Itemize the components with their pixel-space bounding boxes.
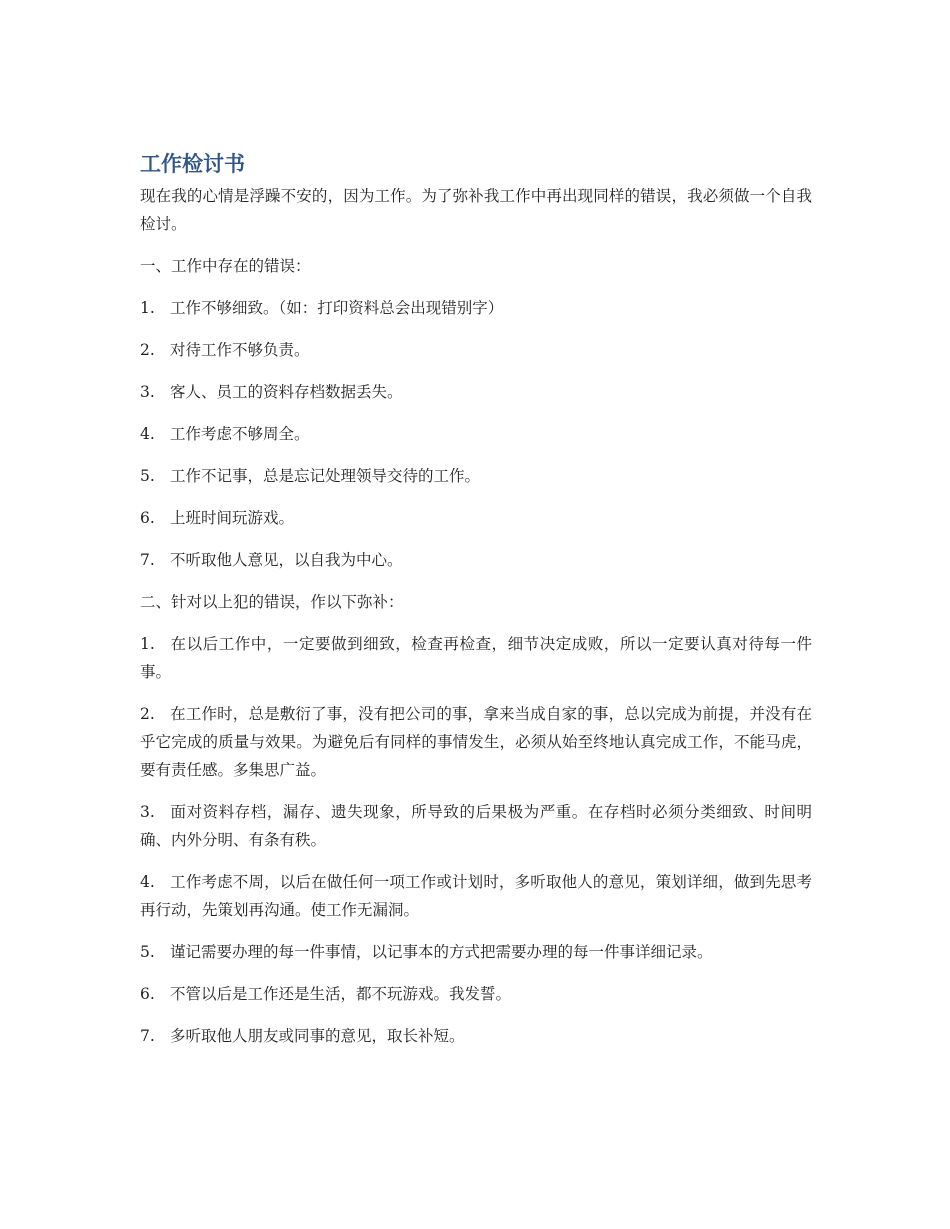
list-item [140,980,812,1008]
list-item-text: 不管以后是工作还是生活，都不玩游戏。我发誓。 [170,985,512,1003]
list-item-text: 工作不记事，总是忘记处理领导交待的工作。 [170,467,481,485]
list-item-number: 4. [140,425,155,443]
list-item [140,1022,812,1050]
list-item-text: 对待工作不够负责。 [170,341,310,359]
list-item-text: 工作不够细致。（如：打印资料总会出现错别字） [170,299,504,317]
section2-heading: 二、针对以上犯的错误，作以下弥补： [140,593,404,611]
list-item-number: 6. [140,985,155,1003]
list-item-text: 在以后工作中，一定要做到细致，检查再检查，细节决定成败，所以一定要认真对待每一件事。 [140,635,812,681]
list-item-number: 2. [140,341,155,359]
list-item-number: 1. [140,635,155,653]
list-item-number: 7. [140,1027,155,1045]
list-item-number: 2. [140,705,155,723]
list-item-text: 客人、员工的资料存档数据丢失。 [170,383,403,401]
intro-paragraph: 现在我的心情是浮躁不安的，因为工作。为了弥补我工作中再出现同样的错误，我必须做一个自我检讨。 [140,187,812,233]
list-item [140,294,812,322]
list-item [140,420,812,448]
list-item [140,938,812,966]
list-item-number: 3. [140,383,155,401]
list-item-text: 多听取他人朋友或同事的意见，取长补短。 [170,1027,465,1045]
list-item-number: 3. [140,803,155,821]
list-item-text: 谨记需要办理的每一件事情，以记事本的方式把需要办理的每一件事详细记录。 [170,943,713,961]
list-item-text: 面对资料存档，漏存、遗失现象，所导致的后果极为严重。在存档时必须分类细致、时间明确、内外分明、有条有秩。 [140,803,812,849]
list-item-text: 不听取他人意见，以自我为中心。 [170,551,403,569]
list-item [140,504,812,532]
list-item-number: 7. [140,551,155,569]
list-item [140,378,812,406]
section1-heading: 一、工作中存在的错误： [140,257,311,275]
list-item [140,630,812,686]
list-item-number: 5. [140,943,155,961]
list-item-text: 工作考虑不周，以后在做任何一项工作或计划时，多听取他人的意见，策划详细，做到先思考再行动，先策划再沟通。使工作无漏洞。 [140,873,812,919]
list-item-number: 4. [140,873,155,891]
document-page [140,148,812,1064]
list-item-number: 6. [140,509,155,527]
list-item-text: 在工作时，总是敷衍了事，没有把公司的事，拿来当成自家的事，总以完成为前提，并没有在乎它完成的质量与效果。为避免后有同样的事情发生，必须从始至终地认真完成工作，不能马虎，要有责任感。多集思广益。 [140,705,812,779]
list-item-text: 工作考虑不够周全。 [170,425,310,443]
list-item [140,546,812,574]
list-item-text: 上班时间玩游戏。 [170,509,295,527]
list-item-number: 1. [140,299,155,317]
list-item [140,336,812,364]
list-item-number: 5. [140,467,155,485]
list-item [140,798,812,854]
list-item [140,868,812,924]
list-item [140,462,812,490]
document-title: 工作检讨书 [140,152,245,176]
list-item [140,700,812,784]
